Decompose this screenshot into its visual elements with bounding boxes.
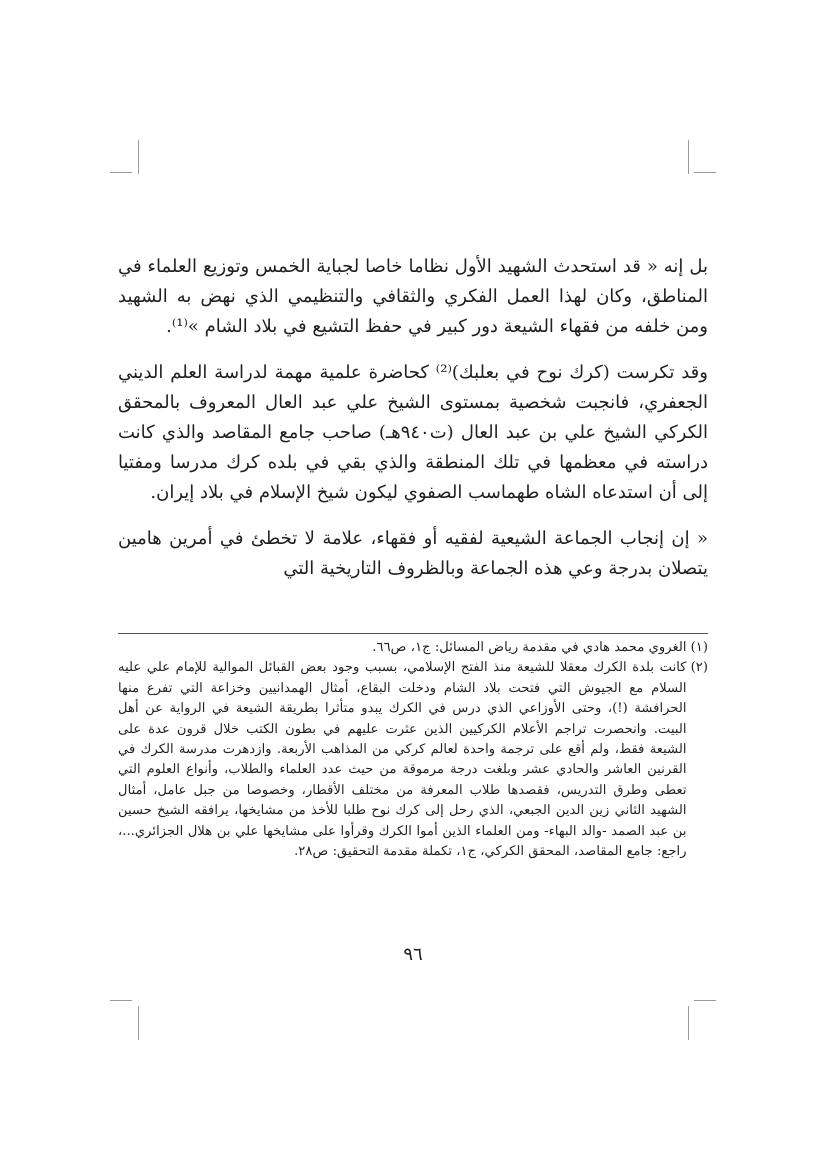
crop-mark-top-right-v [688, 140, 689, 174]
footnote-number: (١) [690, 640, 708, 655]
footnote-1 [118, 638, 708, 658]
footnote-separator [118, 633, 708, 634]
paragraph-3: « إن إنجاب الجماعة الشيعية لفقيه أو فقهاء، علامة لا تخطئ في أمرين هامين يتصلان بدرجة وعي هذه الجماعة وبالظروف التاريخية التي [118, 528, 708, 579]
crop-mark-bottom-right-h [694, 1000, 716, 1001]
crop-mark-top-left-v [138, 140, 139, 174]
body-text [118, 252, 708, 584]
crop-mark-bottom-left-h [110, 1000, 132, 1001]
crop-mark-bottom-right-v [688, 1006, 689, 1040]
crop-mark-top-right-h [694, 172, 716, 173]
page-number: ٩٦ [403, 944, 423, 965]
crop-mark-top-left-h [110, 172, 132, 173]
paragraph-2: وقد تكرست (كرك نوح في بعلبك)⁽²⁾ كحاضرة علمية مهمة لدراسة العلم الديني الجعفري، فانجبت شخصية بمستوى الشيخ علي عبد العال المعروف بالمحقق الكركي الشيخ علي بن عبد العال (ت٩٤٠هـ) صاحب جامع المقاصد والذي كانت دراسته في معظمها في تلك المنطقة والذي بقي في بلده كرك مدرسا ومفتيا إلى أن استدعاه الشاه طهماسب الصفوي ليكون شيخ الإسلام في بلاد إيران. [118, 362, 709, 503]
paragraph-1: بل إنه « قد استحدث الشهيد الأول نظاما خاصا لجباية الخمس وتوزيع العلماء في المناطق، وكان لهذا العمل الفكري والثقافي والتنظيمي الذي نهض به الشهيد ومن خلفه من فقهاء الشيعة دور كبير في حفظ التشيع في بلاد الشام »⁽¹⁾. [118, 256, 708, 337]
footnote-number: (٢) [690, 660, 708, 676]
footnote-text: الغروي محمد هادي في مقدمة رياض المسائل: ج١، ص٦٦. [372, 640, 687, 655]
footnotes [118, 638, 708, 862]
footnote-text: كانت بلدة الكرك معقلا للشيعة منذ الفتح الإسلامي، بسبب وجود بعض القبائل الموالية للإمام علي عليه السلام مع الجيوش التي فتحت بلاد الشام ودخلت البقاع، أمثال الهمدانيين وخزاعة التي تفرع منها الحرافشة (!)، وحتى الأوزاعي الذي درس في الكرك يبدو متأثرا بطريقة الشيعة في الرواية عن أهل البيت. وانحصرت تراجم الأعلام الكركيين الذين عثرت عليهم في بطون الكتب خلال قرون عدة على الشيعة فقط، ولم أقع على ترجمة واحدة لعالم كركي من المذاهب الأربعة. وازدهرت مدرسة الكرك في القرنين العاشر والحادي عشر وبلغت درجة مرموقة من حيث عدد العلماء والطلاب، وأنواع العلوم التي تعطى وطرق التدريس، فقصدها طلاب المعرفة من مختلف الأقطار، وخصوصا من جبل عامل، أمثال الشهيد الثاني زين الدين الجبعي، الذي رحل إلى كرك نوح طلبا للأخذ من مشايخها، يرافقه الشيخ حسين بن عبد الصمد -والد البهاء- ومن العلماء الذين أموا الكرك وقرأوا على مشايخها علي بن هلال الجزائري...، راجع: جامع المقاصد، المحقق الكركي، ج١، تكملة مقدمة التحقيق: ص٢٨. [118, 660, 687, 860]
crop-mark-bottom-left-v [138, 1006, 139, 1040]
footnote-2 [118, 658, 708, 862]
